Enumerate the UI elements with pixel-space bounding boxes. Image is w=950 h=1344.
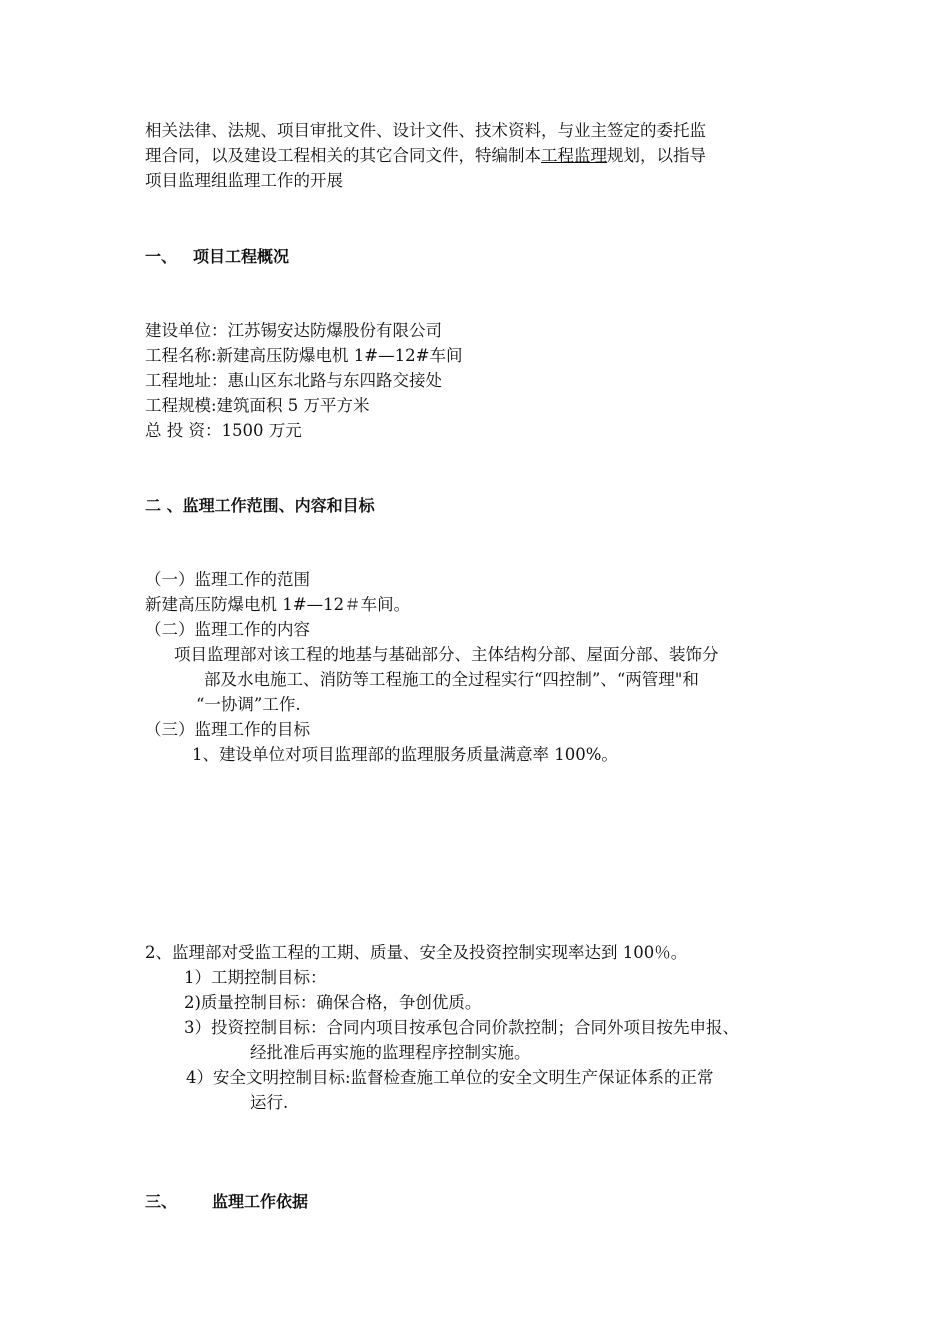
section1-title: 项目工程概况 <box>193 247 290 266</box>
project-item-scale: 工程规模:建筑面积 5 万平方米 <box>145 396 370 415</box>
scope-text: 新建高压防爆电机 1#—12＃车间。 <box>145 595 411 614</box>
section3-number: 三、 <box>145 1192 178 1211</box>
engineering-supervision-link[interactable]: 工程监理 <box>541 146 607 165</box>
intro-line-1: 相关法律、法规、项目审批文件、设计文件、技术资料，与业主签定的委托监 <box>145 121 706 140</box>
section3-title: 监理工作依据 <box>212 1192 309 1211</box>
sub-goal-safety-line-2: 运行. <box>250 1093 289 1112</box>
goal-2: 2、监理部对受监工程的工期、质量、安全及投资控制实现率达到 100％。 <box>145 943 688 962</box>
project-item-owner: 建设单位：江苏锡安达防爆股份有限公司 <box>145 321 442 340</box>
sub-goal-investment-line-2: 经批准后再实施的监理程序控制实施。 <box>250 1043 531 1062</box>
intro-line-2-b: 规划，以指导 <box>607 146 706 165</box>
content-line-1: 项目监理部对该工程的地基与基础部分、主体结构分部、屋面分部、装饰分 <box>174 645 719 664</box>
section2-heading: 二 、监理工作范围、内容和目标 <box>145 496 375 515</box>
sub-goal-safety-line-1: 4）安全文明控制目标:监督检查施工单位的安全文明生产保证体系的正常 <box>186 1068 714 1087</box>
sub-goal-schedule: 1）工期控制目标： <box>184 968 327 987</box>
content-line-2: 部及水电施工、消防等工程施工的全过程实行“四控制”、“两管理"和 <box>204 670 699 689</box>
project-item-name: 工程名称:新建高压防爆电机 1#—12#车间 <box>145 346 463 365</box>
content-line-3: “一协调”工作. <box>196 695 301 714</box>
project-item-address: 工程地址：惠山区东北路与东四路交接处 <box>145 371 442 390</box>
intro-line-3: 项目监理组监理工作的开展 <box>145 171 343 190</box>
intro-line-2 <box>145 145 706 167</box>
intro-line-2-a: 理合同，以及建设工程相关的其它合同文件，特编制本 <box>145 146 541 165</box>
scope-heading: （一）监理工作的范围 <box>145 570 310 589</box>
goal-heading: （三）监理工作的目标 <box>145 720 310 739</box>
content-heading: （二）监理工作的内容 <box>145 620 310 639</box>
goal-1: 1、建设单位对项目监理部的监理服务质量满意率 100%。 <box>192 745 618 764</box>
section1-number: 一、 <box>145 247 178 266</box>
sub-goal-investment-line-1: 3）投资控制目标：合同内项目按承包合同价款控制；合同外项目按先申报、 <box>184 1018 739 1037</box>
section1-heading <box>145 246 289 268</box>
project-item-investment: 总 投 资：1500 万元 <box>145 421 302 440</box>
section3-heading <box>145 1191 308 1213</box>
sub-goal-quality: 2)质量控制目标：确保合格，争创优质。 <box>184 993 482 1012</box>
